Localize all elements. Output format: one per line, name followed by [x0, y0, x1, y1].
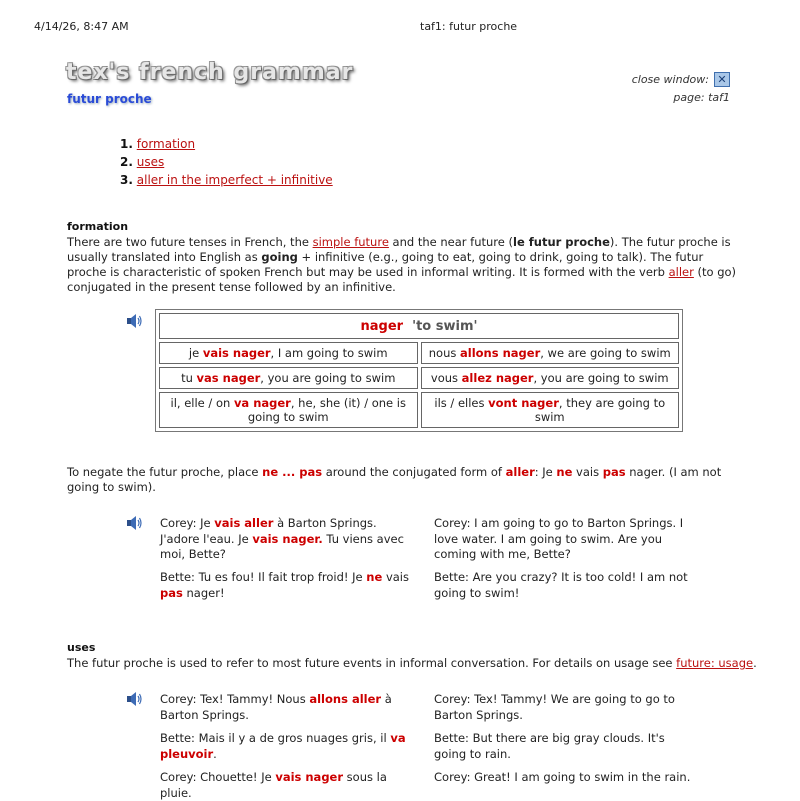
table-header: nager 'to swim'	[159, 313, 679, 339]
dialog2-french-line2: Bette: Mais il y a de gros nuages gris, il va pleuvoir.	[160, 731, 406, 761]
toc-number: 2.	[120, 155, 133, 169]
uses-paragraph: The futur proche is used to refer to most future events in informal conversation. For details on usage see future: usage.	[67, 656, 757, 670]
dialog1-french-line1: Corey: Je vais aller à Barton Springs. J'adore l'eau. Je vais nager. Tu viens avec moi, Bette?	[160, 516, 404, 561]
conjugation-table	[155, 309, 683, 432]
future-usage-link[interactable]: future: usage	[676, 656, 754, 670]
dialog1-english-line1: Corey: I am going to go to Barton Springs. I love water. I am going to swim. Are you coming with me, Bette?	[434, 516, 684, 561]
simple-future-link[interactable]: simple future	[312, 235, 389, 249]
close-window-label: close window:	[631, 73, 709, 86]
section-heading-formation: formation	[67, 220, 129, 233]
negation-paragraph: To negate the futur proche, place ne ... pas around the conjugated form of aller: Je ne vais pas nager. (I am not going to swim).	[67, 465, 722, 494]
dialog2-french-line1: Corey: Tex! Tammy! Nous allons aller à Barton Springs.	[160, 692, 392, 722]
toc-item	[120, 137, 333, 152]
close-icon[interactable]: ✕	[714, 72, 730, 87]
dialog2-french-line3: Corey: Chouette! Je vais nager sous la pluie.	[160, 770, 387, 800]
site-logo[interactable]: tex's french grammar	[66, 60, 354, 85]
page-subtitle: futur proche	[67, 92, 152, 106]
toc-item	[120, 155, 333, 170]
table-cell: nous allons nager, we are going to swim	[421, 342, 680, 364]
page-label: page: taf1	[673, 91, 730, 104]
table-cell: je vais nager, I am going to swim	[159, 342, 418, 364]
table-cell: il, elle / on va nager, he, she (it) / one is going to swim	[159, 392, 418, 428]
section-heading-uses: uses	[67, 641, 96, 654]
table-of-contents	[120, 137, 333, 191]
close-window[interactable]	[632, 72, 730, 87]
speaker-icon[interactable]	[126, 516, 142, 530]
print-date: 4/14/26, 8:47 AM	[34, 20, 129, 33]
table-cell: tu vas nager, you are going to swim	[159, 367, 418, 389]
dialog2-english-line2: Bette: But there are big gray clouds. It's going to rain.	[434, 731, 665, 761]
dialog1-french-line2: Bette: Tu es fou! Il fait trop froid! Je ne vais pas nager!	[160, 570, 409, 600]
table-cell: vous allez nager, you are going to swim	[421, 367, 680, 389]
toc-link-formation[interactable]: formation	[136, 137, 196, 151]
speaker-icon[interactable]	[126, 692, 142, 706]
speaker-icon[interactable]	[126, 314, 142, 328]
formation-paragraph: There are two future tenses in French, the simple future and the near future (le futur proche). The futur proche is usually translated into English as going + infinitive (e.g., going to eat, going to drink, going to talk). The futur proche is characteristic of spoken French but may be used in informal writing. It is formed with the verb aller (to go) conjugated in the present tense followed by an infinitive.	[67, 235, 737, 294]
toc-number: 3.	[120, 173, 133, 187]
dialog2-english-line1: Corey: Tex! Tammy! We are going to go to Barton Springs.	[434, 692, 675, 722]
aller-link[interactable]: aller	[668, 265, 694, 279]
toc-link-uses[interactable]: uses	[136, 155, 165, 169]
dialog1-english-line2: Bette: Are you crazy? It is too cold! I am not going to swim!	[434, 570, 688, 600]
toc-number: 1.	[120, 137, 133, 151]
toc-link-aller-imperfect[interactable]: aller in the imperfect + infinitive	[136, 173, 333, 187]
table-cell: ils / elles vont nager, they are going to swim	[421, 392, 680, 428]
toc-item	[120, 173, 333, 188]
print-page-title: taf1: futur proche	[420, 20, 518, 33]
dialog2-english-line3: Corey: Great! I am going to swim in the rain.	[434, 770, 691, 784]
